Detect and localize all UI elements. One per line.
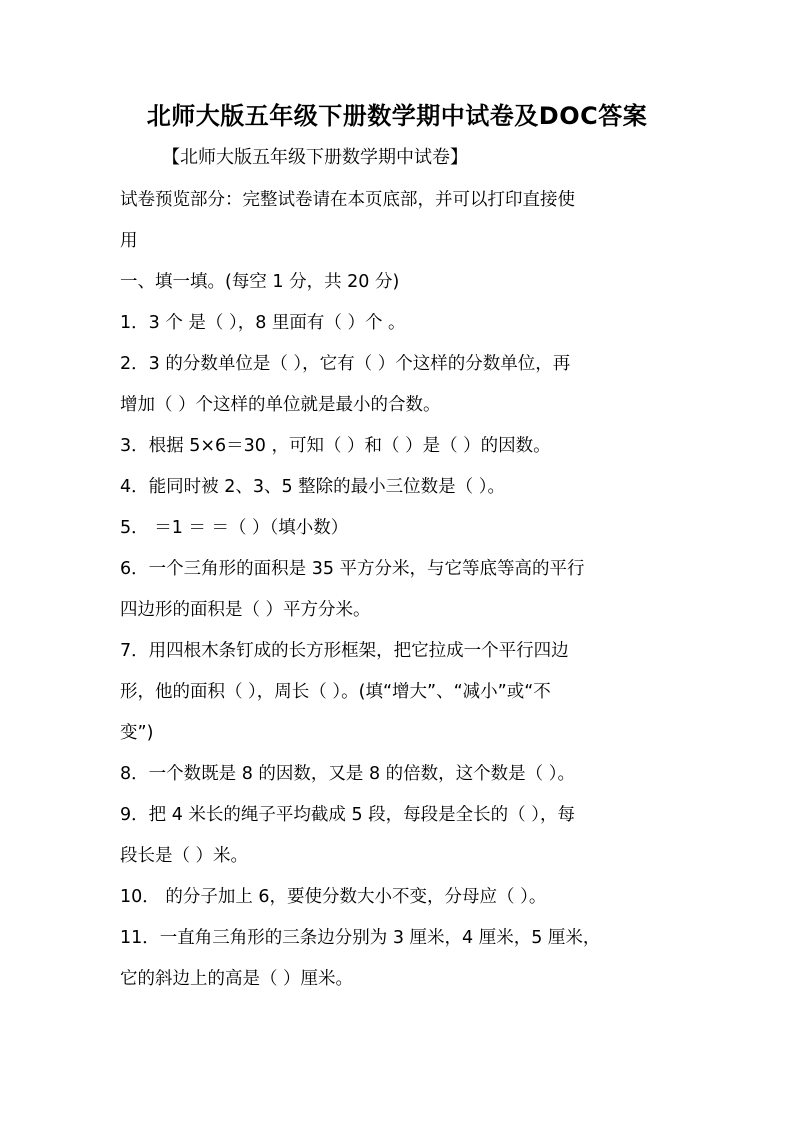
question-line: 5． ＝1 ＝ ＝（ ）（填小数） xyxy=(120,518,349,538)
question-line: 它的斜边上的高是（ ）厘米。 xyxy=(120,969,354,989)
question-line: 1．3 个 是（ ），8 里面有（ ）个 。 xyxy=(120,313,406,333)
document-title: 北师大版五年级下册数学期中试卷及DOC答案 xyxy=(146,102,648,130)
document-body xyxy=(120,180,680,1000)
document-subtitle: 【北师大版五年级下册数学期中试卷】 xyxy=(162,147,468,168)
question-line: 增加（ ）个这样的单位就是最小的合数。 xyxy=(120,395,441,415)
question-line: 形，他的面积（ ），周长（ ）。(填“增大”、“减小”或“不 xyxy=(120,682,551,702)
question-line: 4．能同时被 2、3、5 整除的最小三位数是（ ）。 xyxy=(120,477,505,497)
question-line: 2．3 的分数单位是（ ），它有（ ）个这样的分数单位，再 xyxy=(120,354,571,374)
question-line: 8．一个数既是 8 的因数，又是 8 的倍数，这个数是（ ）。 xyxy=(120,764,575,784)
text-line: 用 xyxy=(120,231,138,251)
section-heading: 一、填一填。(每空 1 分，共 20 分) xyxy=(120,272,400,292)
question-line: 9．把 4 米长的绳子平均截成 5 段，每段是全长的（ ），每 xyxy=(120,805,575,825)
question-line: 6．一个三角形的面积是 35 平方分米，与它等底等高的平行 xyxy=(120,559,585,579)
text-line: 试卷预览部分：完整试卷请在本页底部，并可以打印直接使 xyxy=(120,190,575,210)
question-line: 四边形的面积是（ ）平方分米。 xyxy=(120,600,371,620)
question-line: 变”) xyxy=(120,723,154,743)
question-line: 段长是（ ）米。 xyxy=(120,846,249,866)
question-line: 10． 的分子加上 6，要使分数大小不变，分母应（ ）。 xyxy=(120,887,547,907)
question-line: 11．一直角三角形的三条边分别为 3 厘米，4 厘米，5 厘米， xyxy=(120,928,601,948)
question-line: 7．用四根木条钉成的长方形框架，把它拉成一个平行四边 xyxy=(120,641,569,661)
question-line: 3．根据 5×6＝30 ，可知（ ）和（ ）是（ ）的因数。 xyxy=(120,436,551,456)
